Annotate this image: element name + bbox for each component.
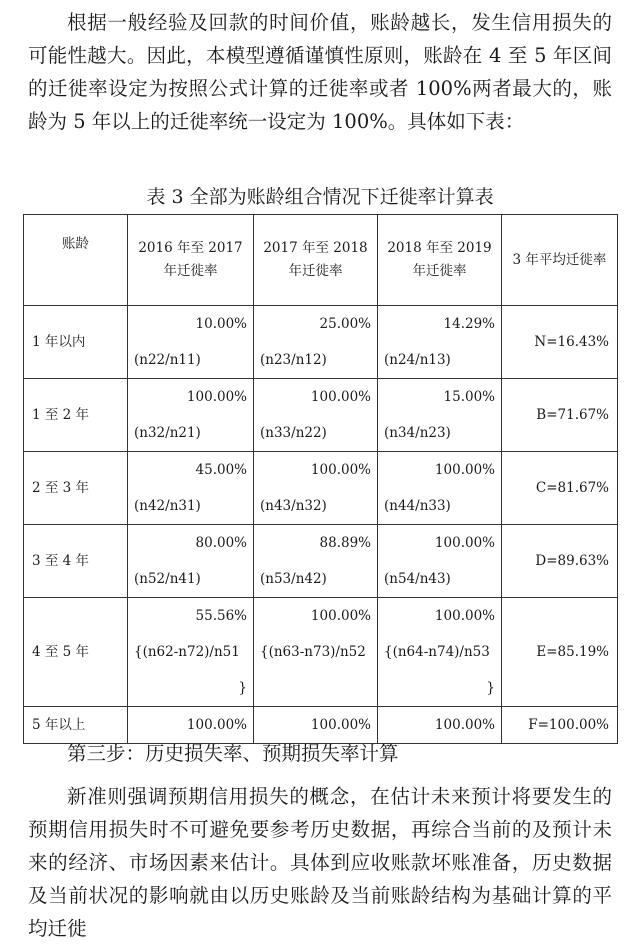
rate-cell: 80.00% (n52/n41) bbox=[128, 525, 254, 598]
rate-cell: 100.00% (n32/n21) bbox=[128, 379, 254, 452]
rate-cell: 100.00% (n54/n43) bbox=[378, 525, 502, 598]
intro-paragraph: 根据一般经验及回款的时间价值，账龄越长，发生信用损失的可能性越大。因此，本模型遵循谨慎性原则，账龄在 4 至 5 年区间的迁徙率设定为按照公式计算的迁徙率或者 100%两者最大的，账龄为 5 年以上的迁徙率统一设定为 100%。具体如下表： bbox=[28, 11, 612, 133]
rate-cell: 14.29% (n24/n13) bbox=[378, 306, 502, 379]
rate-cell: 100.00% bbox=[254, 707, 378, 744]
average-cell: F=100.00% bbox=[502, 707, 618, 744]
rate-cell: 100.00% (n44/n33) bbox=[378, 452, 502, 525]
rate-cell: 55.56% {(n62-n72)/n51 } bbox=[128, 598, 254, 707]
average-cell: B=71.67% bbox=[502, 379, 618, 452]
age-cell: 5 年以上 bbox=[24, 707, 128, 744]
rate-cell: 100.00% (n43/n32) bbox=[254, 452, 378, 525]
table-row bbox=[24, 306, 618, 379]
migration-rate-table bbox=[23, 214, 618, 744]
rate-cell: 45.00% (n42/n31) bbox=[128, 452, 254, 525]
table-row bbox=[24, 379, 618, 452]
table-row bbox=[24, 598, 618, 707]
rate-cell: 88.89% (n53/n42) bbox=[254, 525, 378, 598]
rate-cell: 15.00% (n34/n23) bbox=[378, 379, 502, 452]
age-cell: 1 至 2 年 bbox=[24, 379, 128, 452]
rate-cell: 100.00% {(n64-n74)/n53 } bbox=[378, 598, 502, 707]
average-cell: D=89.63% bbox=[502, 525, 618, 598]
body-paragraph: 新准则强调预期信用损失的概念，在估计未来预计将要发生的预期信用损失时不可避免要参考历史数据，再综合当前的及预计未来的经济、市场因素来估计。具体到应收账款坏账准备，历史数据及当前状况的影响就由以历史账龄及当前账龄结构为基础计算的平均迁徙 bbox=[28, 785, 612, 940]
age-cell: 1 年以内 bbox=[24, 306, 128, 379]
rate-cell: 25.00% (n23/n12) bbox=[254, 306, 378, 379]
age-cell: 4 至 5 年 bbox=[24, 598, 128, 707]
rate-cell: 10.00% (n22/n11) bbox=[128, 306, 254, 379]
table-row bbox=[24, 525, 618, 598]
header-2017-2018: 2017 年至 2018 年迁徙率 bbox=[254, 215, 378, 306]
age-cell: 2 至 3 年 bbox=[24, 452, 128, 525]
average-cell: C=81.67% bbox=[502, 452, 618, 525]
step3-heading: 第三步：历史损失率、预期损失率计算 bbox=[67, 742, 399, 765]
header-2018-2019: 2018 年至 2019 年迁徙率 bbox=[378, 215, 502, 306]
average-cell: E=85.19% bbox=[502, 598, 618, 707]
rate-cell: 100.00% bbox=[378, 707, 502, 744]
header-3yr-average: 3 年平均迁徙率 bbox=[502, 215, 618, 306]
average-cell: N=16.43% bbox=[502, 306, 618, 379]
rate-cell: 100.00% bbox=[128, 707, 254, 744]
table-header-row bbox=[24, 215, 618, 306]
header-2016-2017: 2016 年至 2017 年迁徙率 bbox=[128, 215, 254, 306]
age-cell: 3 至 4 年 bbox=[24, 525, 128, 598]
header-age: 账龄 bbox=[24, 215, 128, 306]
table-caption: 表 3 全部为账龄组合情况下迁徙率计算表 bbox=[146, 186, 494, 208]
table-row bbox=[24, 452, 618, 525]
rate-cell: 100.00% {(n63-n73)/n52 bbox=[254, 598, 378, 707]
rate-cell: 100.00% (n33/n22) bbox=[254, 379, 378, 452]
